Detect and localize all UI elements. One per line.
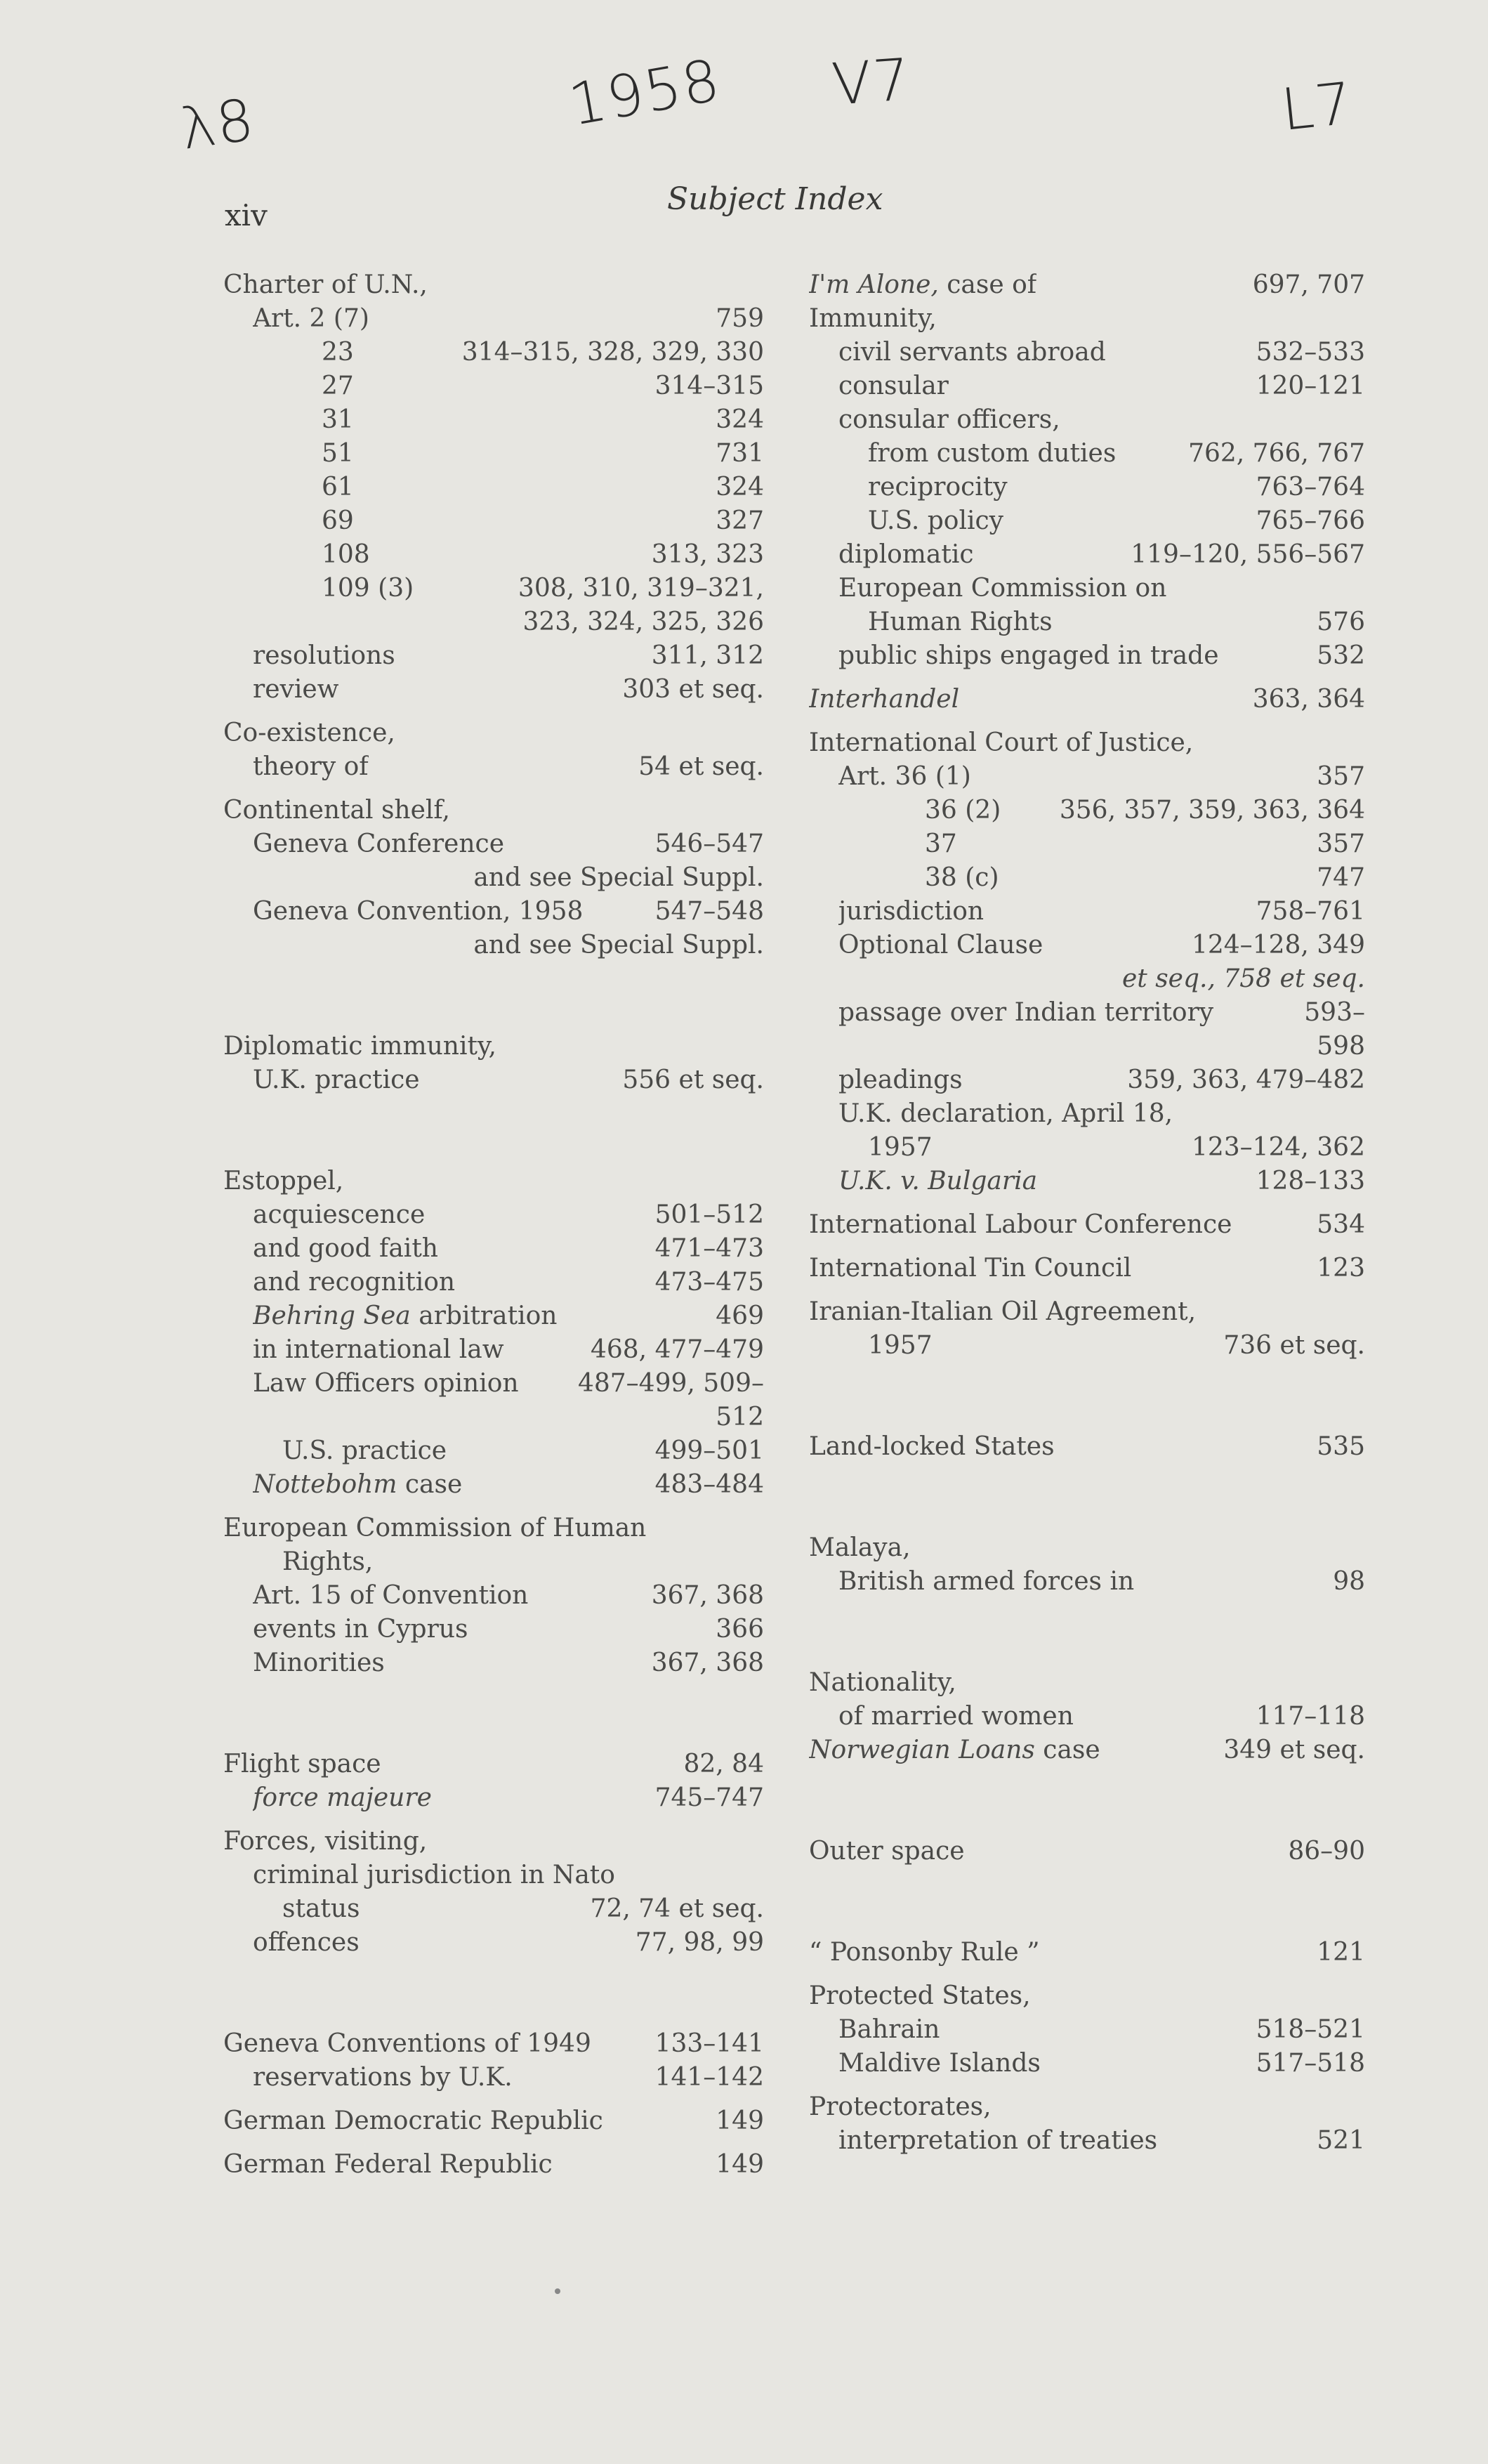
entry-heading: German Democratic Republic (223, 2106, 603, 2135)
page-ref: 763–764 (1256, 473, 1365, 502)
entry-heading: Protectorates, (809, 2092, 992, 2121)
entry-label: U.K. v. Bulgaria (838, 1167, 1038, 1195)
entry-label: consular officers, (838, 405, 1060, 434)
page-ref: 349 et seq. (1223, 1736, 1365, 1764)
index-entry-norwegian-loans (809, 1734, 1365, 1767)
entry-label: of married women (838, 1702, 1074, 1731)
page-ref: 759 (716, 304, 764, 333)
index-entry-im-alone (809, 268, 1365, 302)
entry-heading-cont: Rights, (282, 1547, 374, 1576)
page-ref: 534 (1317, 1210, 1365, 1239)
entry-label: reservations by U.K. (253, 2063, 513, 2092)
entry-heading: Iranian-Italian Oil Agreement, (809, 1297, 1197, 1326)
entry-heading: “ Ponsonby Rule ” (809, 1938, 1040, 1967)
page-ref: 532 (1317, 641, 1365, 670)
entry-label: U.K. practice (253, 1066, 420, 1094)
entry-label: European Commission on (838, 574, 1167, 603)
page-ref: et seq., 758 et seq. (1121, 964, 1365, 993)
entry-label: 31 (322, 405, 354, 434)
page-ref: 324 (716, 473, 764, 502)
page-ref: 499–501 (654, 1436, 764, 1465)
index-entry-flight-space (223, 1748, 764, 1815)
page-ref: 82, 84 (683, 1750, 764, 1778)
page-ref: 758–761 (1256, 897, 1365, 926)
entry-label: resolutions (253, 641, 395, 670)
entry-label: passage over Indian territory (838, 998, 1214, 1027)
page-ref: 54 et seq. (638, 752, 764, 781)
page-number: xiv (225, 198, 268, 232)
page-ref: 736 et seq. (1223, 1331, 1365, 1360)
entry-label: and recognition (253, 1268, 456, 1297)
entry-label: 109 (3) (322, 574, 414, 603)
page-ref: 149 (716, 2106, 764, 2135)
page-ref: 517–518 (1256, 2049, 1365, 2078)
page-ref: 123–124, 362 (1191, 1133, 1365, 1162)
entry-label: U.S. practice (282, 1436, 447, 1465)
index-column-left (223, 268, 764, 2182)
entry-label: 69 (322, 506, 354, 535)
index-entry-immunity (809, 302, 1365, 673)
entry-heading: Malaya, (809, 1533, 911, 1562)
see-reference: and see Special Suppl. (473, 931, 764, 959)
page-ref: 141–142 (654, 2063, 764, 2092)
page-ref: 356, 357, 359, 363, 364 (1059, 796, 1365, 825)
entry-label: force majeure (253, 1783, 432, 1812)
page-ref: 367, 368 (651, 1581, 764, 1610)
entry-label: case (397, 1470, 463, 1499)
page-ref: 72, 74 et seq. (590, 1894, 764, 1923)
page-ref: 593– (1304, 998, 1365, 1027)
page-ref: 535 (1317, 1432, 1365, 1461)
page-ref: 469 (716, 1302, 764, 1330)
index-entry-forces-visiting (223, 1825, 764, 1960)
page-ref: 745–747 (654, 1783, 764, 1812)
entry-heading: Forces, visiting, (223, 1827, 428, 1856)
page-ref: 86–90 (1288, 1837, 1365, 1866)
page-ref: 119–120, 556–567 (1131, 540, 1365, 569)
page-ref: 77, 98, 99 (635, 1928, 764, 1957)
entry-heading: Diplomatic immunity, (223, 1032, 496, 1061)
index-column-right (809, 268, 1365, 2158)
entry-heading-italic: Norwegian Loans (809, 1736, 1035, 1764)
page-ref: 123 (1317, 1254, 1365, 1283)
entry-heading: German Federal Republic (223, 2150, 553, 2179)
entry-label: review (253, 675, 339, 704)
page-ref: 697, 707 (1252, 270, 1365, 299)
page-ref: 501–512 (654, 1200, 764, 1229)
entry-label: consular (838, 372, 949, 400)
page-ref: 124–128, 349 (1191, 931, 1365, 959)
entry-label: interpretation of treaties (838, 2126, 1158, 2155)
entry-label: British armed forces in (838, 1567, 1135, 1596)
entry-heading: Geneva Conventions of 1949 (223, 2029, 591, 2058)
entry-label: 38 (c) (925, 863, 999, 892)
page-ref: 366 (716, 1615, 764, 1644)
entry-label: U.S. policy (868, 506, 1003, 535)
index-entry-diplomatic-immunity (223, 1030, 764, 1097)
index-entry-ilc (809, 1208, 1365, 1242)
page-ref: 303 et seq. (622, 675, 764, 704)
page-ref: 357 (1317, 762, 1365, 791)
entry-label: theory of (253, 752, 369, 781)
entry-label-italic: Behring Sea (253, 1302, 411, 1330)
handwritten-top-left: λ8 (176, 86, 259, 163)
entry-label: 51 (322, 439, 354, 468)
page-ref: 323, 324, 325, 326 (522, 608, 764, 636)
page-ref: 359, 363, 479–482 (1127, 1066, 1365, 1094)
index-entry-land-locked (809, 1430, 1365, 1464)
entry-heading: European Commission of Human (223, 1514, 647, 1542)
page-ref: 473–475 (654, 1268, 764, 1297)
entry-label: and good faith (253, 1234, 438, 1263)
entry-label: Art. 15 of Convention (253, 1581, 529, 1610)
entry-heading: International Court of Justice, (809, 728, 1194, 757)
page-ref: 308, 310, 319–321, (518, 574, 764, 603)
page-ref: 327 (716, 506, 764, 535)
page-ref: 518–521 (1256, 2015, 1365, 2044)
entry-label: status (282, 1894, 360, 1923)
entry-heading: Interhandel (809, 685, 960, 714)
entry-heading: Continental shelf, (223, 796, 450, 825)
index-entry-protected-states (809, 1979, 1365, 2080)
entry-label: Human Rights (868, 608, 1053, 636)
entry-label: public ships engaged in trade (838, 641, 1219, 670)
index-entry-ponsonby-rule (809, 1936, 1365, 1970)
entry-heading: Flight space (223, 1750, 381, 1778)
page-ref: 747 (1317, 863, 1365, 892)
entry-label: U.K. declaration, April 18, (838, 1099, 1173, 1128)
index-entry-iranian-italian (809, 1295, 1365, 1363)
page-ref: 576 (1317, 608, 1365, 636)
entry-label: 108 (322, 540, 370, 569)
entry-label: diplomatic (838, 540, 974, 569)
index-entry-coexistence (223, 716, 764, 784)
entry-label: Geneva Conference (253, 830, 504, 858)
entry-heading: International Labour Conference (809, 1210, 1232, 1239)
page-ref: 357 (1317, 830, 1365, 858)
page-ref: 521 (1317, 2126, 1365, 2155)
index-entry-geneva-conventions (223, 2027, 764, 2095)
page-ref: 313, 323 (651, 540, 764, 569)
page-ref: 468, 477–479 (590, 1335, 764, 1364)
page-ref: 128–133 (1256, 1167, 1365, 1195)
page-ref: 314–315, 328, 329, 330 (461, 338, 764, 367)
entry-label: Minorities (253, 1649, 385, 1677)
entry-label: Art. 36 (1) (838, 762, 971, 791)
entry-label: acquiescence (253, 1200, 426, 1229)
index-entry-interhandel (809, 683, 1365, 716)
entry-heading: Immunity, (809, 304, 937, 333)
entry-label: 1957 (868, 1133, 933, 1162)
entry-heading: Land-locked States (809, 1432, 1055, 1461)
entry-label: Law Officers opinion (253, 1369, 519, 1398)
page-ref: 98 (1333, 1567, 1365, 1596)
entry-heading: Co-existence, (223, 719, 395, 747)
entry-label: criminal jurisdiction in Nato (253, 1861, 615, 1889)
handwritten-year: 1958 (564, 46, 726, 140)
index-entry-gfr (223, 2148, 764, 2182)
page-ref: 314–315 (654, 372, 764, 400)
page-ref: 367, 368 (651, 1649, 764, 1677)
page-ref: 532–533 (1256, 338, 1365, 367)
page-ref: 120–121 (1256, 372, 1365, 400)
page-ref: 765–766 (1256, 506, 1365, 535)
page-ref: 547–548 (654, 897, 764, 926)
entry-label: Art. 2 (7) (253, 304, 369, 333)
entry-label: 36 (2) (925, 796, 1001, 825)
entry-label-italic: Nottebohm (253, 1470, 397, 1499)
page-ref: 133–141 (654, 2029, 764, 2058)
entry-label: in international law (253, 1335, 504, 1364)
page-ref: 149 (716, 2150, 764, 2179)
entry-label: Maldive Islands (838, 2049, 1041, 2078)
index-entry-malaya (809, 1531, 1365, 1599)
entry-heading: Estoppel, (223, 1167, 344, 1195)
entry-label: jurisdiction (838, 897, 985, 926)
entry-label: 61 (322, 473, 354, 502)
entry-label: offences (253, 1928, 360, 1957)
handwritten-top-right: L7 (1278, 70, 1357, 145)
entry-heading: International Tin Council (809, 1254, 1132, 1283)
entry-label: 37 (925, 830, 957, 858)
page-ref: 117–118 (1256, 1702, 1365, 1731)
page-ref: 487–499, 509– (577, 1369, 764, 1398)
entry-label: reciprocity (868, 473, 1008, 502)
entry-label: Geneva Convention, 1958 (253, 897, 584, 926)
index-entry-itc (809, 1252, 1365, 1285)
entry-heading: case of (938, 270, 1037, 299)
page-ref: 598 (1317, 1032, 1365, 1061)
entry-label: Optional Clause (838, 931, 1043, 959)
entry-heading-italic: I'm Alone, (809, 270, 939, 299)
entry-label: civil servants abroad (838, 338, 1106, 367)
page-ref: 324 (716, 405, 764, 434)
entry-label: 23 (322, 338, 354, 367)
entry-label: 1957 (868, 1331, 933, 1360)
entry-label: arbitration (410, 1302, 558, 1330)
ink-speck (555, 2288, 560, 2294)
index-entry-protectorates (809, 2090, 1365, 2158)
index-entry-outer-space (809, 1835, 1365, 1868)
entry-heading: Protected States, (809, 1981, 1031, 2010)
entry-label: pleadings (838, 1066, 963, 1094)
page-title: Subject Index (667, 181, 883, 217)
entry-heading: Outer space (809, 1837, 965, 1866)
page-ref: 121 (1317, 1938, 1365, 1967)
entry-heading: Nationality, (809, 1668, 956, 1697)
page-ref: 512 (716, 1403, 764, 1431)
handwritten-volume: V7 (829, 46, 914, 119)
page-ref: 762, 766, 767 (1188, 439, 1365, 468)
index-entry-nationality (809, 1666, 1365, 1734)
page-ref: 556 et seq. (622, 1066, 764, 1094)
index-entry-gdr (223, 2104, 764, 2138)
index-entry-estoppel (223, 1165, 764, 1502)
page-ref: 471–473 (654, 1234, 764, 1263)
see-reference: and see Special Suppl. (473, 863, 764, 892)
entry-label: 27 (322, 372, 354, 400)
page-ref: 363, 364 (1252, 685, 1365, 714)
entry-label: from custom duties (868, 439, 1117, 468)
index-entry-continental-shelf (223, 794, 764, 962)
page-ref: 546–547 (654, 830, 764, 858)
entry-heading: Charter of U.N., (223, 270, 428, 299)
page-ref: 311, 312 (651, 641, 764, 670)
page-ref: 731 (716, 439, 764, 468)
entry-heading: case (1034, 1736, 1100, 1764)
entry-label: events in Cyprus (253, 1615, 468, 1644)
index-entry-european-commission (223, 1512, 764, 1680)
entry-label: Bahrain (838, 2015, 940, 2044)
page-ref: 483–484 (654, 1470, 764, 1499)
index-entry-icj (809, 726, 1365, 1198)
index-entry-charter (223, 268, 764, 707)
